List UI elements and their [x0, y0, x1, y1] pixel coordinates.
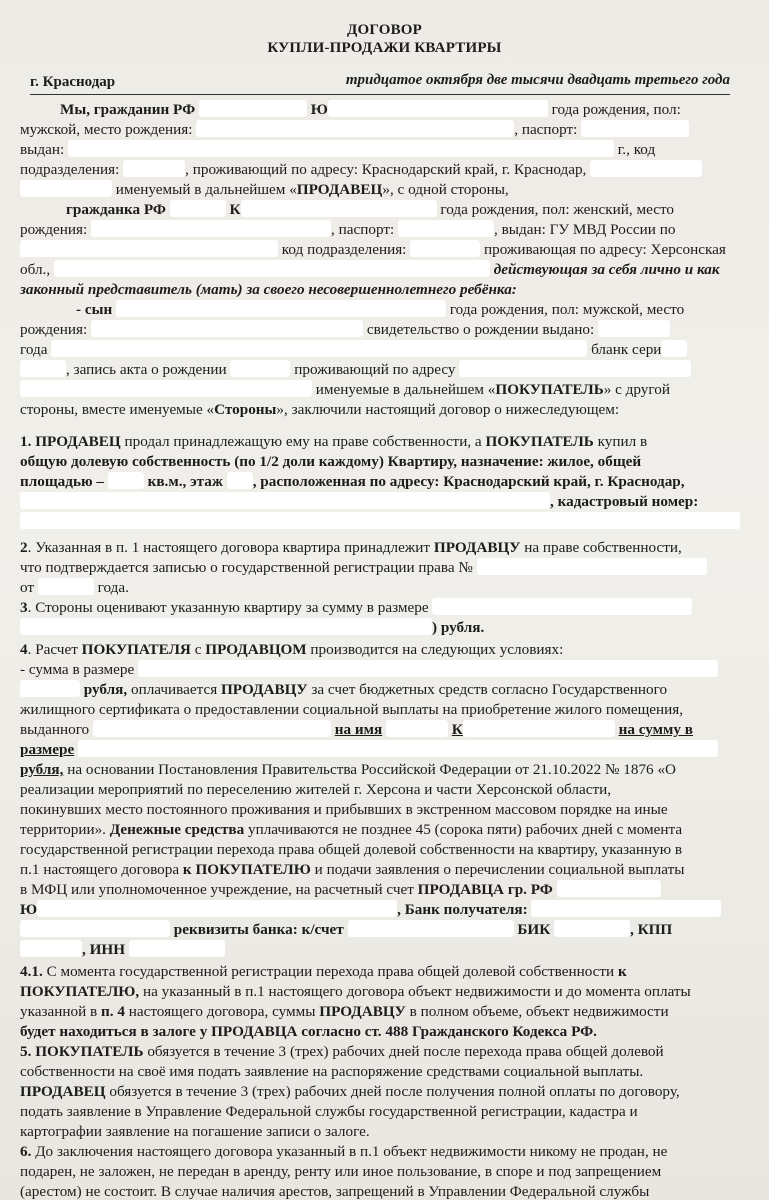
redaction	[20, 380, 312, 397]
redaction	[20, 180, 112, 197]
text-line: (арестом) не состоит. В случае наличия арестов, запрещений в Управлении Федеральной службы	[20, 1183, 650, 1200]
redaction	[38, 578, 94, 595]
text-line: подарен, не заложен, не передан в аренду, ренту или иное пользование, в споре и под запрещением	[20, 1163, 662, 1180]
redaction	[129, 940, 225, 957]
redaction	[241, 200, 437, 217]
text-line: гражданка РФ К года рождения, пол: женский, место	[66, 201, 674, 218]
text-line: покинувших место постоянного проживания и прибывших в экстренном массовом порядке на иные	[20, 801, 668, 818]
text-line: , кадастровый номер:	[20, 492, 744, 512]
text-line: мужской, место рождения: , паспорт:	[20, 120, 744, 140]
redaction	[123, 160, 185, 177]
redaction	[477, 558, 707, 575]
text-line: - сын года рождения, пол: мужской, место	[76, 301, 685, 318]
text-line: законный представитель (мать) за своего несовершеннолетнего ребёнка:	[20, 281, 517, 298]
redaction	[590, 160, 702, 177]
text-line: государственной регистрации перехода права общей долевой собственности на квартиру, указанную в	[20, 841, 683, 858]
text-line: рождения: , паспорт: , выдан: ГУ МВД России по	[20, 221, 676, 238]
text-line: , ИНН	[20, 940, 744, 960]
text-line: рождения: свидетельство о рождении выдано:	[20, 320, 744, 340]
city: г. Краснодар	[30, 74, 116, 90]
redaction	[91, 320, 363, 337]
redaction	[196, 120, 514, 137]
redaction	[410, 240, 480, 257]
text-line: именуемые в дальнейшем «ПОКУПАТЕЛЬ» с другой	[20, 380, 744, 400]
text-line: подать заявление в Управление Федеральной службы государственной регистрации, кадастра и	[20, 1103, 638, 1120]
redaction	[138, 660, 718, 677]
redaction	[20, 920, 170, 937]
section-4: 4. Расчет ПОКУПАТЕЛЯ с ПРОДАВЦОМ производится на следующих условиях:	[20, 641, 564, 658]
text-line: общую долевую собственность (по 1/2 доли каждому) Квартиру, назначение: жилое, общей	[20, 453, 642, 470]
redaction	[51, 340, 587, 357]
text-line: картографии заявление на погашение записи о залоге.	[20, 1123, 370, 1140]
redaction	[557, 880, 661, 897]
redaction	[37, 900, 397, 917]
text-line: собственности на своё имя подать заявление на распоряжение средствами социальной выплаты.	[20, 1063, 644, 1080]
redaction	[20, 680, 80, 697]
redaction	[348, 920, 514, 937]
redaction	[20, 240, 278, 257]
text-line: рубля, на основании Постановления Правительства Российской Федерации от 21.10.2022 № 1876 «О	[20, 761, 676, 778]
text-line: подразделения: , проживающий по адресу: Краснодарский край, г. Краснодар,	[20, 160, 744, 180]
redaction	[554, 920, 630, 937]
text-line	[20, 512, 744, 532]
redaction	[227, 472, 253, 489]
text-line: выдан: г., код	[20, 141, 656, 158]
text-line: жилищного сертификата о предоставлении социальной выплаты на приобретение жилого помещения,	[20, 701, 684, 718]
text-line: код подразделения: проживающая по адресу: Херсонская	[20, 240, 744, 260]
text-line: указанной в п. 4 настоящего договора, суммы ПРОДАВЦУ в полном объеме, объект недвижимости	[20, 1003, 669, 1020]
redaction	[78, 740, 718, 757]
text-line: Мы, гражданин РФ Ю года рождения, пол:	[60, 101, 681, 118]
contract-date: тридцатое октября две тысячи двадцать третьего года	[345, 72, 730, 88]
text-line: ПРОДАВЕЦ обязуется в течение 3 (трех) рабочих дней после получения полной оплаты по договору,	[20, 1083, 680, 1100]
redaction	[91, 220, 331, 237]
section-5: 5. ПОКУПАТЕЛЬ обязуется в течение 3 (трех) рабочих дней после перехода права общей долевой	[20, 1043, 664, 1060]
header-row	[30, 72, 730, 95]
text-line: года бланк сери	[20, 340, 744, 360]
text-line: п.1 настоящего договора к ПОКУПАТЕЛЮ и подачи заявления о перечислении социальной выплаты	[20, 861, 685, 878]
section-4-1: 4.1. С момента государственной регистрации перехода права общей долевой собственности к	[20, 963, 627, 980]
redaction	[661, 340, 687, 357]
text-line: в МФЦ или уполномоченное учреждение, на расчетный счет ПРОДАВЦА гр. РФ	[20, 880, 744, 900]
text-line: размере	[20, 740, 744, 760]
text-line: Ю , Банк получателя:	[20, 900, 744, 920]
section-1: 1. ПРОДАВЕЦ продал принадлежащую ему на праве собственности, а ПОКУПАТЕЛЬ купил в	[20, 433, 648, 450]
text-line: реализации мероприятий по переселению жителей г. Херсона и части Херсонской области,	[20, 781, 612, 798]
redaction	[170, 200, 226, 217]
text-line: территории». Денежные средства уплачиваются не позднее 45 (сорока пяти) рабочих дней с момента	[20, 821, 683, 838]
text-line: - сумма в размере	[20, 660, 744, 680]
redaction	[68, 140, 614, 157]
text-line: стороны, вместе именуемые «Стороны», заключили настоящий договор о нижеследующем:	[20, 401, 620, 418]
redaction	[432, 598, 692, 615]
text-line: что подтверждается записью о государственной регистрации права №	[20, 558, 744, 578]
text-line: именуемый в дальнейшем «ПРОДАВЕЦ», с одной стороны,	[20, 180, 744, 200]
text-line: будет находиться в залоге у ПРОДАВЦА согласно ст. 488 Гражданского Кодекса РФ.	[20, 1023, 597, 1040]
text-line: обл., действующая за себя лично и как	[20, 261, 720, 278]
document-title: ДОГОВОР	[346, 22, 423, 38]
text-line: рубля, оплачивается ПРОДАВЦУ за счет бюджетных средств согласно Государственного	[20, 680, 744, 700]
redaction	[328, 100, 548, 117]
redaction	[398, 220, 494, 237]
redaction	[459, 360, 691, 377]
redaction	[20, 618, 432, 635]
redaction	[581, 120, 689, 137]
redaction	[54, 260, 490, 277]
redaction	[230, 360, 290, 377]
redaction	[20, 492, 550, 509]
text-line: от года.	[20, 579, 129, 596]
redaction	[93, 720, 331, 737]
section-6: 6. До заключения настоящего договора указанный в п.1 объект недвижимости никому не продан, не	[20, 1143, 668, 1160]
redaction	[598, 320, 670, 337]
document-subtitle: КУПЛИ-ПРОДАЖИ КВАРТИРЫ	[267, 40, 502, 56]
redaction	[20, 940, 82, 957]
redaction	[20, 512, 740, 529]
text-line: ) рубля.	[20, 618, 744, 638]
redaction	[199, 100, 307, 117]
redaction	[108, 472, 144, 489]
redaction	[386, 720, 448, 737]
redaction	[116, 300, 446, 317]
section-2: 2. Указанная в п. 1 настоящего договора квартира принадлежит ПРОДАВЦУ на праве собственности,	[20, 539, 682, 556]
redaction	[20, 360, 66, 377]
text-line: , запись акта о рождении проживающий по адресу	[20, 360, 744, 380]
redaction	[463, 720, 615, 737]
text-line: ПОКУПАТЕЛЮ, на указанный в п.1 настоящего договора объект недвижимости и до момента оплаты	[20, 983, 691, 1000]
redaction	[531, 900, 721, 917]
text-line: площадью – кв.м., этаж , расположенная по адресу: Краснодарский край, г. Краснодар,	[20, 473, 685, 490]
section-3: 3. Стороны оценивают указанную квартиру за сумму в размере	[20, 598, 744, 618]
text-line: выданного на имя К на сумму в	[20, 721, 693, 738]
text-line: реквизиты банка: к/счет БИК , КПП	[20, 920, 744, 940]
